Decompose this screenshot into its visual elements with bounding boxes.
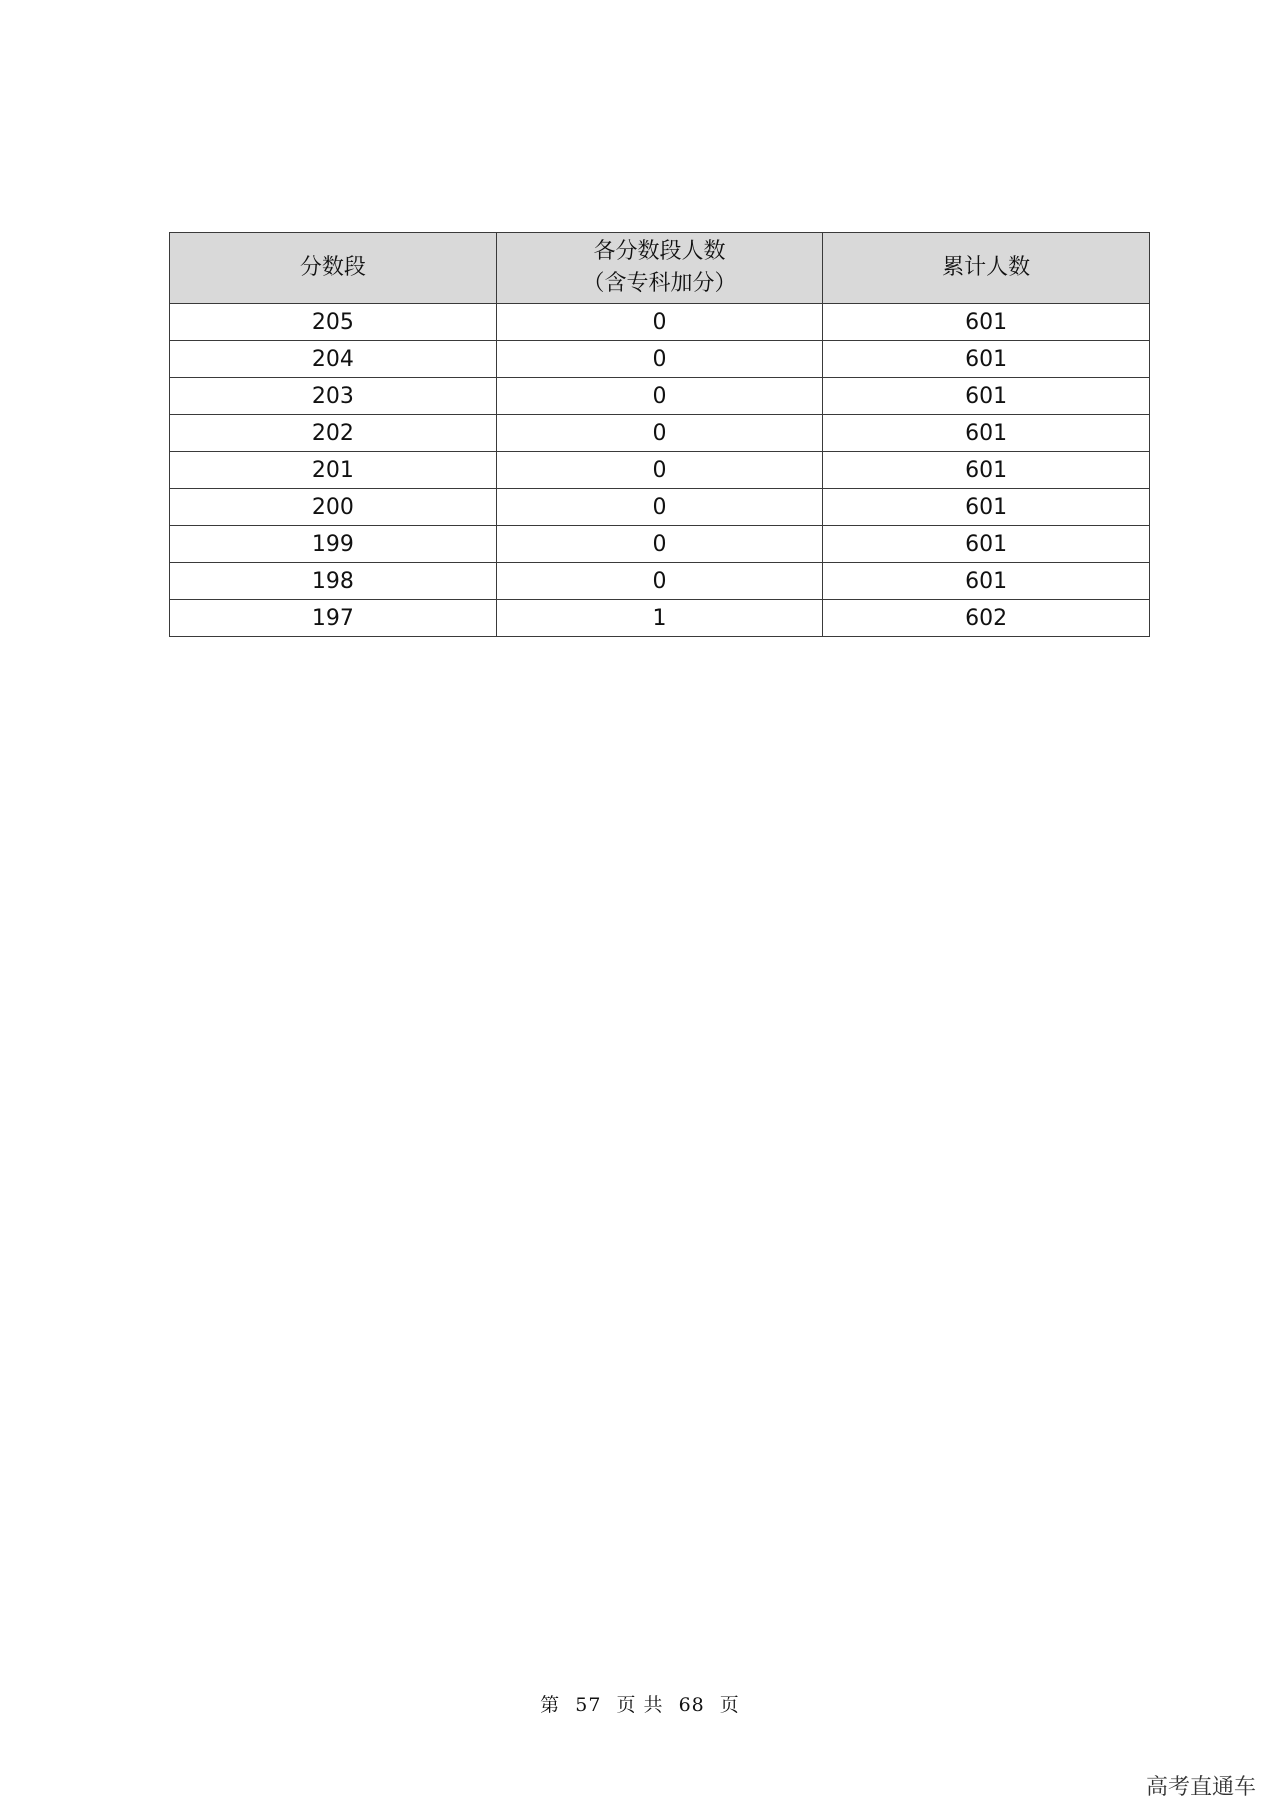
cell-cumulative: 601	[823, 341, 1150, 378]
cell-count: 0	[496, 341, 823, 378]
cell-count: 1	[496, 600, 823, 637]
table-row	[170, 600, 1150, 637]
cell-cumulative: 601	[823, 526, 1150, 563]
cell-score: 198	[170, 563, 497, 600]
header-band-count-line2: （含专科加分）	[582, 271, 737, 296]
footer-prefix: 第	[540, 1694, 561, 1716]
table-row	[170, 452, 1150, 489]
table-row	[170, 304, 1150, 341]
score-distribution-table	[169, 232, 1150, 637]
cell-score: 199	[170, 526, 497, 563]
cell-score: 197	[170, 600, 497, 637]
cell-score: 203	[170, 378, 497, 415]
cell-count: 0	[496, 378, 823, 415]
table-row	[170, 415, 1150, 452]
cell-cumulative: 602	[823, 600, 1150, 637]
cell-score: 201	[170, 452, 497, 489]
cell-count: 0	[496, 489, 823, 526]
table-row	[170, 563, 1150, 600]
cell-cumulative: 601	[823, 489, 1150, 526]
footer-page-number: 57	[575, 1694, 602, 1716]
footer-suffix: 页	[719, 1694, 740, 1716]
table-row	[170, 489, 1150, 526]
cell-score: 200	[170, 489, 497, 526]
footer-total-pages: 68	[678, 1694, 705, 1716]
cell-score: 202	[170, 415, 497, 452]
table-row	[170, 341, 1150, 378]
footer-mid: 页 共	[616, 1694, 664, 1716]
cell-cumulative: 601	[823, 563, 1150, 600]
cell-count: 0	[496, 415, 823, 452]
table-row	[170, 378, 1150, 415]
cell-cumulative: 601	[823, 304, 1150, 341]
header-cumulative: 累计人数	[823, 233, 1150, 304]
watermark-text: 高考直通车	[1145, 1775, 1256, 1800]
cell-count: 0	[496, 526, 823, 563]
page-number-footer	[0, 1690, 1280, 1717]
cell-score: 204	[170, 341, 497, 378]
cell-count: 0	[496, 452, 823, 489]
table-row	[170, 526, 1150, 563]
cell-cumulative: 601	[823, 415, 1150, 452]
cell-cumulative: 601	[823, 452, 1150, 489]
cell-score: 205	[170, 304, 497, 341]
header-band-count	[496, 233, 823, 304]
cell-count: 0	[496, 563, 823, 600]
header-score-band: 分数段	[170, 233, 497, 304]
header-band-count-line1: 各分数段人数	[593, 239, 726, 264]
cell-count: 0	[496, 304, 823, 341]
cell-cumulative: 601	[823, 378, 1150, 415]
table-header-row	[170, 233, 1150, 304]
